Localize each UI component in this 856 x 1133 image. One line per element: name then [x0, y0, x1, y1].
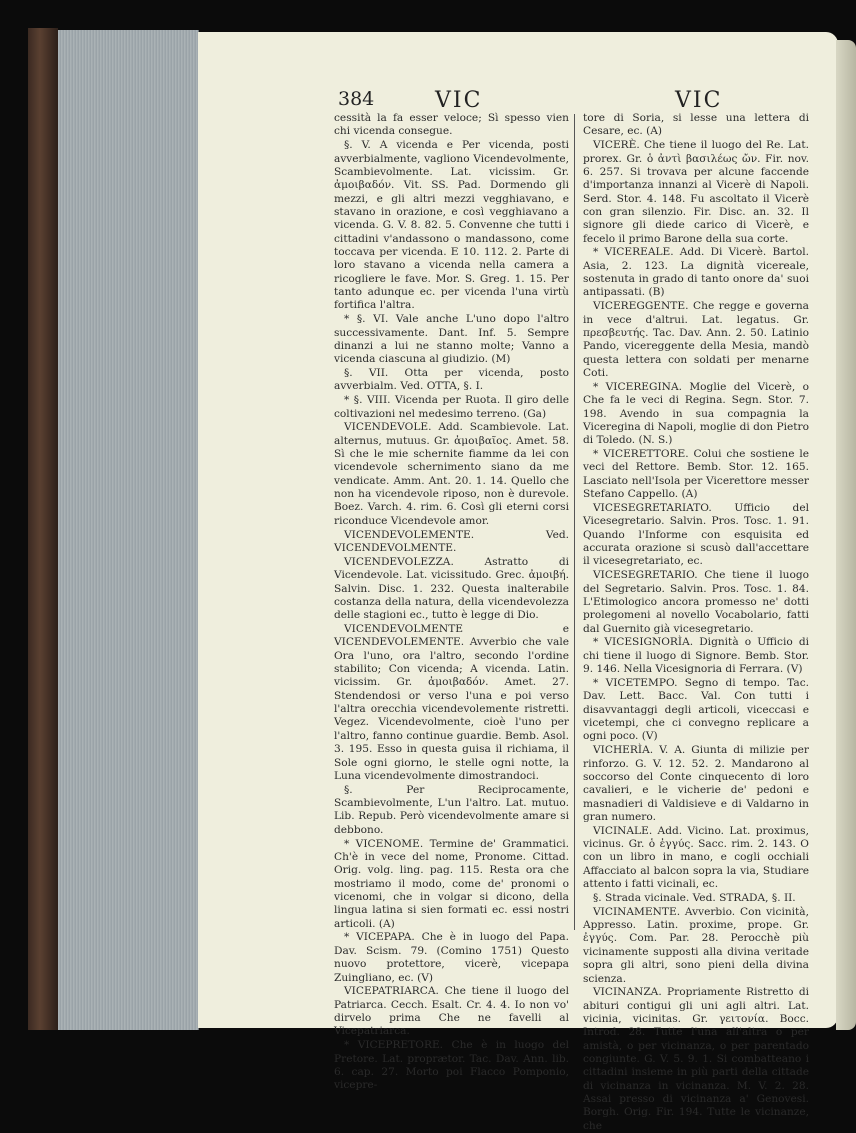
entry-paragraph: VICINANZA. Propriamente Ristretto di abituri contigui gli uni agli altri. Lat. vicinia, vicinitas. Gr. γειτονία. Bocc. Introd. 28. Tutte l'una all'altra o per amistà, o per vicinanza, o per parentado congiunte. G. V. 5. 9. 1. Si combatteano i cittadini insieme in più parti della cittade di vicinanza in vicinanza. M. V. 2. 28. Assai presso di vicinanza a' Genovesi. Borgh. Orig. Fir. 194. Tutte le vicinanze, che — [583, 986, 809, 1132]
entry-paragraph: * VICESIGNORÌA. Dignità o Ufficio di chi tiene il luogo di Signore. Bemb. Stor. 9. 146. Nella Vicesignoria di Ferrara. (V) — [583, 636, 809, 676]
entry-paragraph: VICHERÌA. V. A. Giunta di milizie per rinforzo. G. V. 12. 52. 2. Mandarono al soccorso del Conte cinquecento di loro cavalieri, e le vicherie de' pedoni e masnadieri di Valdisieve e di Valdarno in gran numero. — [583, 744, 809, 823]
entry-paragraph: §. VII. Otta per vicenda, posto avverbialm. Ved. OTTA, §. I. — [334, 367, 569, 393]
entry-paragraph: VICENDEVOLEZZA. Astratto di Vicendevole. Lat. vicissitudo. Grec. ἀμοιβή. Salvin. Disc. 1. 232. Questa inalterabile costanza della natura, della vicendevolezza delle stagioni ec., tutto è legge di Dio. — [334, 555, 569, 622]
entry-paragraph: §. Per Reciprocamente, Scambievolmente, L'un l'altro. Lat. mutuo. Lib. Repub. Però vicendevolmente amare si debbono. — [334, 783, 569, 836]
column-divider — [574, 114, 575, 930]
entry-paragraph: VICEREGGENTE. Che regge e governa in vece d'altrui. Lat. legatus. Gr. πρεσβευτής. Tac. Dav. Ann. 2. 50. Latinio Pando, vicereggente della Mesia, mandò questa lettera con soldati per menarne Coti. — [583, 300, 809, 380]
book-cover-edge — [28, 28, 58, 1030]
page-edges — [58, 30, 199, 1030]
entry-paragraph: VICENDEVOLE. Add. Scambievole. Lat. alternus, mutuus. Gr. ἀμοιβαῖος. Amet. 58. Sì che le mie schernite fiamme da lei con vicendevole schernimento siano da me vendicate. Amm. Ant. 20. 1. 14. Quello che non ha vicendevole riposo, non è durevole. Boez. Varch. 4. rim. 6. Così gli eterni corsi riconduce Vicendevole amor. — [334, 421, 569, 527]
entry-paragraph: * VICEPRETORE. Che è in luogo del Pretore. Lat. proprætor. Tac. Dav. Ann. lib. 6. cap. 27. Morto poi Flacco Pomponio, vicepre- — [334, 1039, 569, 1092]
running-head-left: VIC — [435, 88, 483, 113]
running-head-right: VIC — [675, 88, 723, 113]
entry-paragraph: * VICEREALE. Add. Di Vicerè. Bartol. Asia, 2. 123. La dignità vicereale, sostenuta in grado di tanto onore da' suoi antipassati. (B) — [583, 246, 809, 299]
entry-paragraph: §. V. A vicenda e Per vicenda, posti avverbialmente, vagliono Vicendevolmente, Scambievolmente. Lat. vicissim. Gr. ἀμοιβαδόν. Vit. SS. Pad. Dormendo gli mezzi, e gli altri mezzi vegghiavano, e stavano in orazione, e così vegghiavano a vicenda. G. V. 8. 82. 5. Convenne che tutti i cittadini v'andassono o mandassono, come toccava per vicenda. E 10. 112. 2. Parte di loro stavano a vicenda nella camera a ricogliere le fave. Mor. S. Greg. 1. 15. Per tanto adunque ec. per vicenda l'una virtù fortifica l'altra. — [334, 139, 569, 312]
entry-paragraph: VICESEGRETARIATO. Ufficio del Vicesegretario. Salvin. Pros. Tosc. 1. 91. Quando l'Informe con esquisita ed accurata orazione si scusò dall'accettare il vicesegretariato, ec. — [583, 501, 809, 568]
entry-paragraph: * VICETEMPO. Segno di tempo. Tac. Dav. Lett. Bacc. Val. Con tutti i disavvantaggi degli articoli, viceccasi e vicetempi, che ci convegno replicare a ogni poco. (V) — [583, 676, 809, 743]
entry-paragraph: * VICERETTORE. Colui che sostiene le veci del Rettore. Bemb. Stor. 12. 165. Lasciato nell'Isola per Vicerettore messer Stefano Cappello. (A) — [583, 448, 809, 501]
entry-paragraph: VICESEGRETARIO. Che tiene il luogo del Segretario. Salvin. Pros. Tosc. 1. 84. L'Etimologico ancora promesso ne' dotti prolegomeni al novello Vocabolario, fatti dal Guernito già vicesegretario. — [583, 569, 809, 635]
entry-paragraph: * VICEPAPA. Che è in luogo del Papa. Dav. Scism. 79. (Comino 1751) Questo nuovo protettore, vicerè, vicepapa Zuingliano, ec. (V) — [334, 931, 569, 984]
entry-paragraph: * VICEREGINA. Moglie del Vicerè, o Che fa le veci di Regina. Segn. Stor. 7. 198. Avendo in sua compagnia la Viceregina di Napoli, moglie di don Pietro di Toledo. (N. S.) — [583, 380, 809, 447]
entry-paragraph: VICENDEVOLEMENTE. Ved. VICENDEVOLMENTE. — [334, 528, 569, 554]
left-column — [334, 112, 569, 1092]
entry-paragraph: tore di Soria, si lesse una lettera di Cesare, ec. (A) — [583, 112, 809, 138]
entry-paragraph: * VICENOME. Termine de' Grammatici. Ch'è in vece del nome, Pronome. Cittad. Orig. volg. ling. pag. 115. Resta ora che mostriamo il modo, come de' pronomi o vicenomi, che in volgar si dicono, della lingua latina si sien formati ec. essi nostri articoli. (A) — [334, 837, 569, 930]
facing-page-edge — [836, 40, 856, 1030]
entry-paragraph: VICENDEVOLMENTE e VICENDEVOLEMENTE. Avverbio che vale Ora l'uno, ora l'altro, secondo l'ordine stabilito; Con vicenda; A vicenda. Latin. vicissim. Gr. ἀμοιβαδόν. Amet. 27. Stendendosi or verso l'una e poi verso l'altra orecchia vicendevolemente ristretti. Vegez. Vicendevolmente, cioè l'uno per l'altro, fanno continue guardie. Bemb. Asol. 3. 195. Esso in questa guisa il richiama, il Sole ogni giorno, le stelle ogni notte, la Luna vicendevolmente dimostrandoci. — [334, 623, 569, 782]
entry-paragraph: §. Strada vicinale. Ved. STRADA, §. II. — [593, 891, 796, 904]
right-column — [583, 112, 809, 1132]
entry-paragraph: VICINAMENTE. Avverbio. Con vicinità, Appresso. Latin. proxime, prope. Gr. ἐγγύς. Com. Par. 28. Perocchè più vicinamente supposti alla divina veritade sopra gli altri, sono pieni della divina scienza. — [583, 905, 809, 985]
entry-paragraph: * §. VI. Vale anche L'uno dopo l'altro successivamente. Dant. Inf. 5. Sempre dinanzi a lui ne stanno molte; Vanno a vicenda ciascuna al giudizio. (M) — [334, 313, 569, 366]
entry-paragraph: VICEPATRIARCA. Che tiene il luogo del Patriarca. Cecch. Esalt. Cr. 4. 4. Io non vo' dirvelo prima Che ne favelli al Vicepatriarca. — [334, 985, 569, 1038]
entry-paragraph: VICINALE. Add. Vicino. Lat. proximus, vicinus. Gr. ὁ ἐγγύς. Sacc. rim. 2. 143. O con un libro in mano, e cogli occhiali Affacciato al balcon sopra la via, Studiare attento i fatti vicinali, ec. — [583, 824, 809, 891]
entry-paragraph: cessità la fa esser veloce; Sì spesso vien chi vicenda consegue. — [334, 112, 569, 138]
page-number: 384 — [338, 88, 375, 110]
entry-paragraph: * §. VIII. Vicenda per Ruota. Il giro delle coltivazioni nel medesimo terreno. (Ga) — [334, 394, 569, 420]
entry-paragraph: VICERÈ. Che tiene il luogo del Re. Lat. prorex. Gr. ὁ ἀντὶ βασιλέως ὤν. Fir. nov. 6. 257. Si trovava per alcune faccende d'importanza innanzi al Vicerè di Napoli. Serd. Stor. 4. 148. Fu ascoltato il Vicerè con gran silenzio. Fir. Disc. an. 32. Il signore gli diede carico di Vicerè, e fecelo il primo Barone della sua corte. — [583, 139, 809, 245]
